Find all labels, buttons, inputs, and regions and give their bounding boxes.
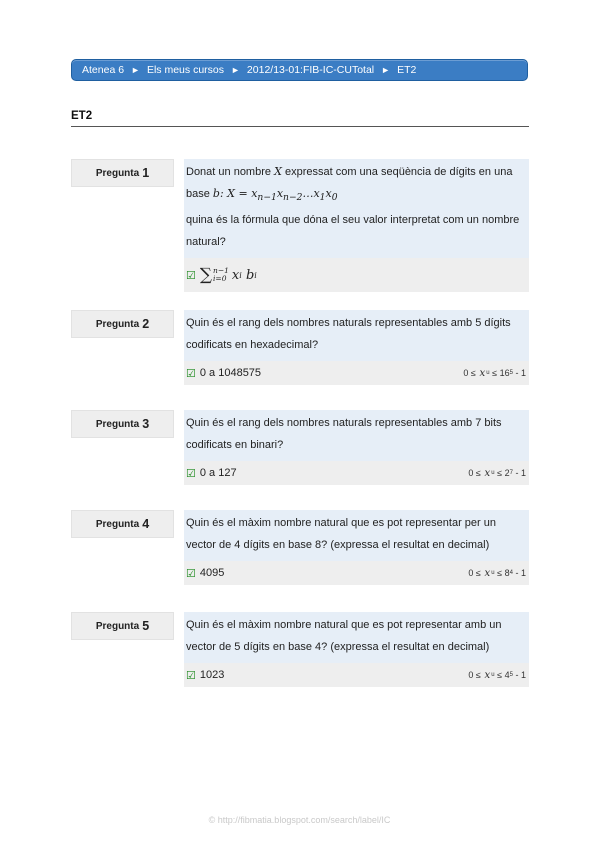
question-label xyxy=(71,310,174,338)
question-text: Quin és el màxim nombre natural que es pot representar per un vector de 4 dígits en base 8? (expressa el resultat en decimal) xyxy=(184,510,529,561)
math-variable: b xyxy=(212,187,220,200)
range-base: 16 xyxy=(499,368,510,378)
range-le: ≤ xyxy=(475,568,481,578)
formula-part: x xyxy=(276,187,284,200)
question-body xyxy=(184,310,529,385)
math-formula xyxy=(219,187,338,204)
formula-part: : X = x xyxy=(219,187,258,200)
breadcrumb-item-my-courses[interactable]: Els meus cursos xyxy=(146,64,224,76)
question-text: Quin és el màxim nombre natural que es pot representar amb un vector de 5 dígits en base 4? (expressa el resultat en decimal) xyxy=(184,612,529,663)
copyright-icon: © xyxy=(208,815,216,825)
sum-sign: ∑ xyxy=(199,265,213,286)
range-sub: u xyxy=(486,370,490,376)
question-text xyxy=(184,159,529,258)
math-variable: X xyxy=(274,165,282,178)
checkbox-icon: ☑ xyxy=(186,269,196,282)
question-label xyxy=(71,612,174,640)
range-lo: 0 xyxy=(468,568,474,578)
question-text: Quin és el rang dels nombres naturals representables amb 5 dígits codificats en hexadecimal? xyxy=(184,310,529,361)
question-label xyxy=(71,410,174,438)
formula-part: x xyxy=(325,187,332,200)
range-lo: 0 xyxy=(468,468,474,478)
question-label-text: Pregunta xyxy=(95,418,140,430)
question-label-text: Pregunta xyxy=(95,167,140,179)
range-base: 8 xyxy=(504,568,510,578)
formula-sub: n−2 xyxy=(283,192,303,204)
breadcrumb-item-course[interactable]: 2012/13-01:FIB-IC-CUTotal xyxy=(246,64,375,76)
question-number: 2 xyxy=(142,317,150,331)
question-body xyxy=(184,159,529,292)
range-formula xyxy=(468,561,526,585)
range-lo: 0 xyxy=(468,670,474,680)
range-le: ≤ xyxy=(497,468,503,478)
question-text-part: Donat un nombre xyxy=(186,166,271,178)
sum-lower: i=0 xyxy=(213,274,227,284)
range-lo: 0 xyxy=(463,368,469,378)
sum-base-sup: i xyxy=(254,270,257,280)
breadcrumb xyxy=(71,59,528,81)
answer-value: 1023 xyxy=(199,669,225,681)
question-label xyxy=(71,510,174,538)
answer-value: 0 a 127 xyxy=(199,467,237,479)
range-le: ≤ xyxy=(470,368,476,378)
breadcrumb-item-et2[interactable]: ET2 xyxy=(397,64,417,76)
question-number: 4 xyxy=(142,517,150,531)
question-label-text: Pregunta xyxy=(95,620,140,632)
range-var: x xyxy=(484,567,491,579)
range-var: x xyxy=(484,669,491,681)
range-le: ≤ xyxy=(475,468,481,478)
sum-base: b xyxy=(245,267,255,283)
question-body xyxy=(184,410,529,485)
question-label-text: Pregunta xyxy=(95,318,140,330)
answer-row xyxy=(184,561,529,585)
breadcrumb-separator-icon: ► xyxy=(381,65,391,75)
breadcrumb-separator-icon: ► xyxy=(231,65,240,75)
formula-sub: 1 xyxy=(319,192,326,204)
breadcrumb-item-atenea[interactable]: Atenea 6 xyxy=(82,64,125,76)
range-le: ≤ xyxy=(492,368,498,378)
range-le: ≤ xyxy=(497,568,503,578)
checkbox-icon: ☑ xyxy=(186,669,196,682)
question-number: 3 xyxy=(142,417,150,431)
question-body xyxy=(184,612,529,687)
sum-upper: n−1 xyxy=(213,266,229,276)
answer-row xyxy=(184,663,529,687)
checkbox-icon: ☑ xyxy=(186,367,196,380)
sum-formula xyxy=(200,265,257,285)
sum-term-sub: i xyxy=(239,270,242,280)
footer xyxy=(0,815,599,825)
range-base: 2 xyxy=(504,468,510,478)
range-sub: u xyxy=(491,570,495,576)
range-minus: - 1 xyxy=(515,670,526,680)
question-number: 5 xyxy=(142,619,150,633)
range-formula xyxy=(463,361,526,385)
answer-row xyxy=(184,361,529,385)
answer-value: 4095 xyxy=(199,567,225,579)
question-text-part: expressat com una seqüència de dígits en una base xyxy=(186,166,513,200)
range-minus: - 1 xyxy=(515,468,526,478)
range-formula xyxy=(468,461,526,485)
formula-sub: 0 xyxy=(331,192,338,204)
range-formula xyxy=(468,663,526,687)
range-exp: 4 xyxy=(509,570,513,576)
question-text: Quin és el rang dels nombres naturals representables amb 7 bits codificats en binari? xyxy=(184,410,529,461)
range-sub: u xyxy=(491,672,495,678)
formula-part: …x xyxy=(302,187,320,200)
range-sub: u xyxy=(491,470,495,476)
range-var: x xyxy=(484,467,491,479)
question-label-text: Pregunta xyxy=(95,518,140,530)
range-le: ≤ xyxy=(475,670,481,680)
range-exp: 7 xyxy=(509,470,513,476)
question-body xyxy=(184,510,529,585)
question-number: 1 xyxy=(142,166,150,180)
question-label xyxy=(71,159,174,187)
answer-row xyxy=(184,461,529,485)
breadcrumb-separator-icon: ► xyxy=(131,65,140,75)
range-exp: 5 xyxy=(509,672,513,678)
range-base: 4 xyxy=(504,670,510,680)
checkbox-icon: ☑ xyxy=(186,467,196,480)
answer-value: 0 a 1048575 xyxy=(199,367,262,379)
footer-link[interactable]: http://fibmatia.blogspot.com/search/label/IC xyxy=(217,815,391,825)
sum-term: x xyxy=(231,267,240,283)
formula-sub: n−1 xyxy=(257,192,277,204)
sum-limits xyxy=(213,267,229,283)
page-title: ET2 xyxy=(71,110,529,127)
question-text-part: quina és la fórmula que dóna el seu valor interpretat com un nombre natural? xyxy=(186,214,520,249)
checkbox-icon: ☑ xyxy=(186,567,196,580)
range-le: ≤ xyxy=(497,670,503,680)
range-minus: - 1 xyxy=(515,568,526,578)
range-var: x xyxy=(479,367,486,379)
range-minus: - 1 xyxy=(515,368,526,378)
answer-row xyxy=(184,258,529,292)
range-exp: 5 xyxy=(509,370,513,376)
